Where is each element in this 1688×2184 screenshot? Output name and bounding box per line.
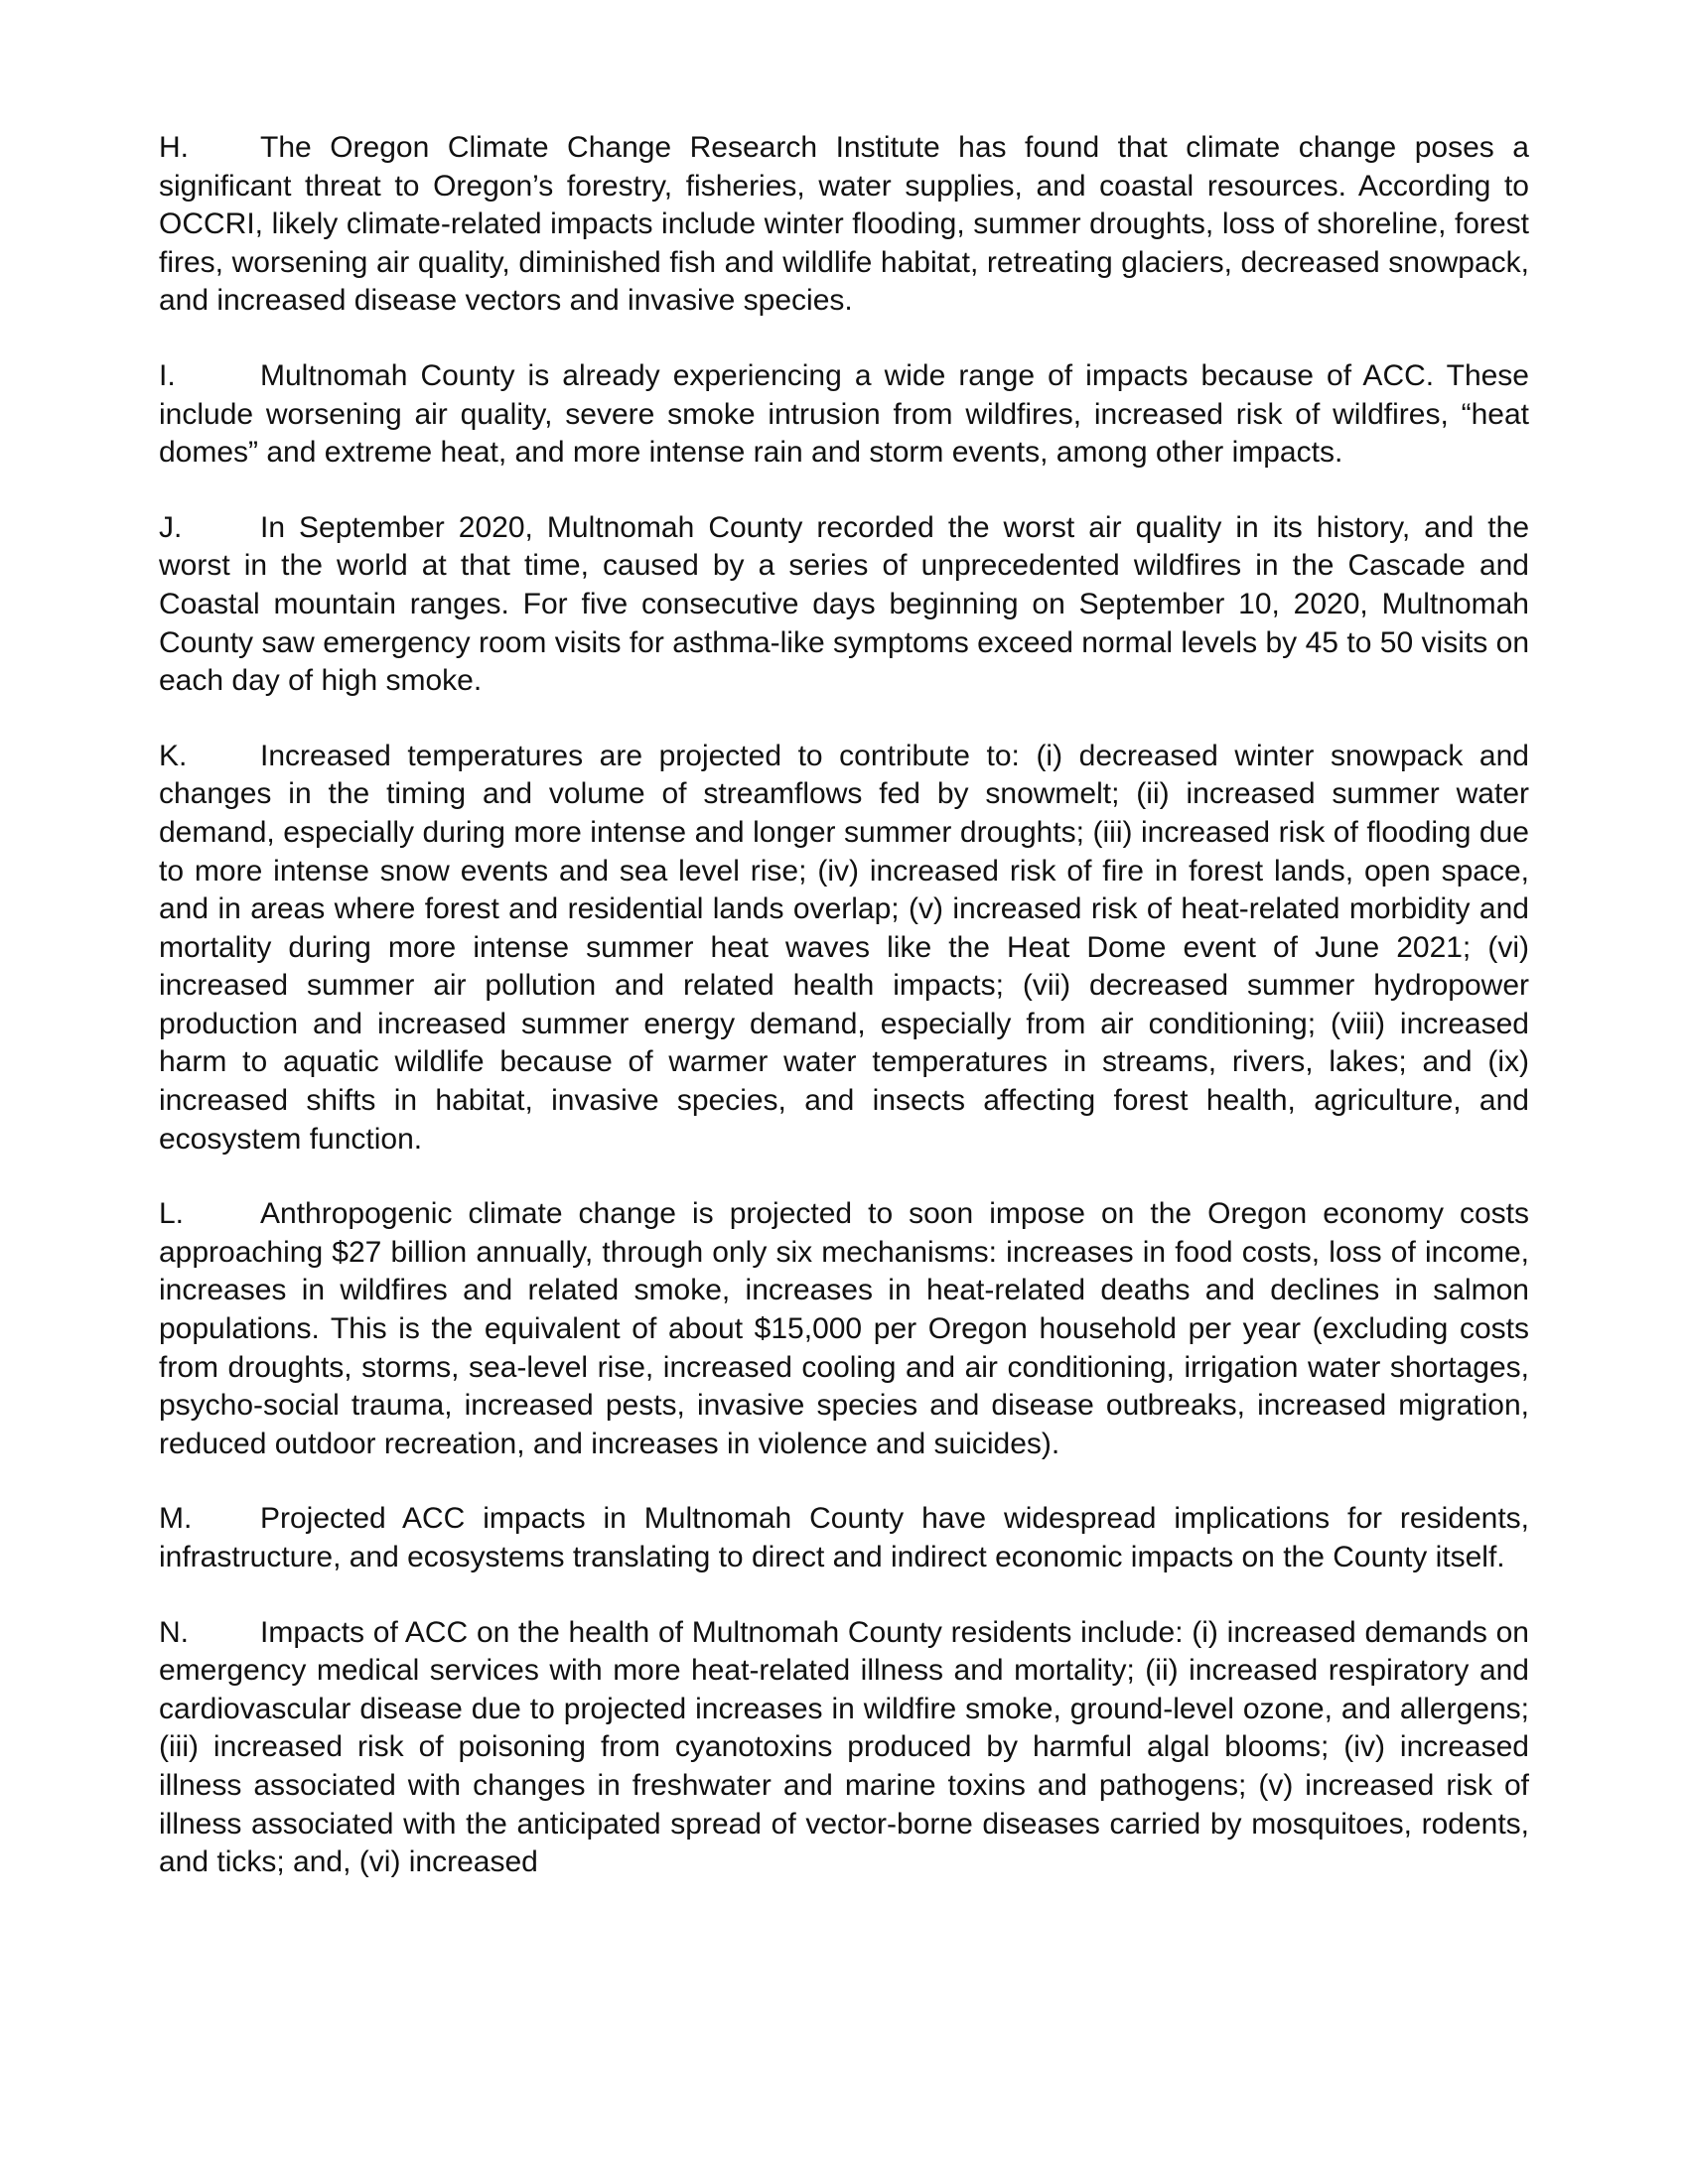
paragraph-j	[159, 509, 1529, 701]
paragraph-text: Multnomah County is already experiencing a wide range of impacts because of ACC. These include worsening air quality, severe smoke intrusion from wildfires, increased risk of wildfires, “heat domes” and extreme heat, and more intense rain and storm events, among other impacts.	[159, 358, 1529, 470]
document-page	[159, 129, 1529, 1919]
paragraph-n	[159, 1614, 1529, 1882]
paragraph-letter: H.	[159, 131, 189, 164]
paragraph-letter: I.	[159, 358, 176, 392]
paragraph-l	[159, 1195, 1529, 1463]
paragraph-i	[159, 357, 1529, 473]
paragraph-letter: N.	[159, 1615, 189, 1649]
paragraph-letter: K.	[159, 739, 188, 772]
paragraph-text: Projected ACC impacts in Multnomah County have widespread implications for residents, infrastructure, and ecosystems translating to direct and indirect economic impacts on the County itself.	[159, 1502, 1529, 1573]
paragraph-text: Impacts of ACC on the health of Multnomah County residents include: (i) increased demands on emergency medical services with more heat-related illness and mortality; (ii) increased respiratory and cardiovascular disease due to projected increases in wildfire smoke, ground-level ozone, and allergens; (iii) increased risk of poisoning from cyanotoxins produced by harmful algal blooms; (iv) increased illness associated with changes in freshwater and marine toxins and pathogens; (v) increased risk of illness associated with the anticipated spread of vector-borne diseases carried by mosquitoes, rodents, and ticks; and, (vi) increased	[159, 1615, 1529, 1879]
paragraph-text: The Oregon Climate Change Research Institute has found that climate change poses a significant threat to Oregon’s forestry, fisheries, water supplies, and coastal resources. According to OCCRI, likely climate-related impacts include winter flooding, summer droughts, loss of shoreline, forest fires, worsening air quality, diminished fish and wildlife habitat, retreating glaciers, decreased snowpack, and increased disease vectors and invasive species.	[159, 131, 1529, 318]
paragraph-text: In September 2020, Multnomah County recorded the worst air quality in its history, and the worst in the world at that time, caused by a series of unprecedented wildfires in the Cascade and Coastal mountain ranges. For five consecutive days beginning on September 10, 2020, Multnomah County saw emergency room visits for asthma-like symptoms exceed normal levels by 45 to 50 visits on each day of high smoke.	[159, 510, 1529, 698]
paragraph-m	[159, 1500, 1529, 1576]
paragraph-letter: J.	[159, 510, 183, 544]
paragraph-text: Increased temperatures are projected to contribute to: (i) decreased winter snowpack and changes in the timing and volume of streamflows fed by snowmelt; (ii) increased summer water demand, especially during more intense and longer summer droughts; (iii) increased risk of flooding due to more intense snow events and sea level rise; (iv) increased risk of fire in forest lands, open space, and in areas where forest and residential lands overlap; (v) increased risk of heat-related morbidity and mortality during more intense summer heat waves like the Heat Dome event of June 2021; (vi) increased summer air pollution and related health impacts; (vii) decreased summer hydropower production and increased summer energy demand, especially from air conditioning; (viii) increased harm to aquatic wildlife because of warmer water temperatures in streams, rivers, lakes; and (ix) increased shifts in habitat, invasive species, and insects affecting forest health, agriculture, and ecosystem function.	[159, 739, 1529, 1156]
paragraph-letter: L.	[159, 1197, 185, 1231]
paragraph-text: Anthropogenic climate change is projected to soon impose on the Oregon economy costs approaching $27 billion annually, through only six mechanisms: increases in food costs, loss of income, increases in wildfires and related smoke, increases in heat-related deaths and declines in salmon populations. This is the equivalent of about $15,000 per Oregon household per year (excluding costs from droughts, storms, sea-level rise, increased cooling and air conditioning, irrigation water shortages, psycho-social trauma, increased pests, invasive species and disease outbreaks, increased migration, reduced outdoor recreation, and increases in violence and suicides).	[159, 1197, 1529, 1460]
paragraph-h	[159, 129, 1529, 321]
paragraph-letter: M.	[159, 1502, 193, 1536]
paragraph-k	[159, 738, 1529, 1160]
